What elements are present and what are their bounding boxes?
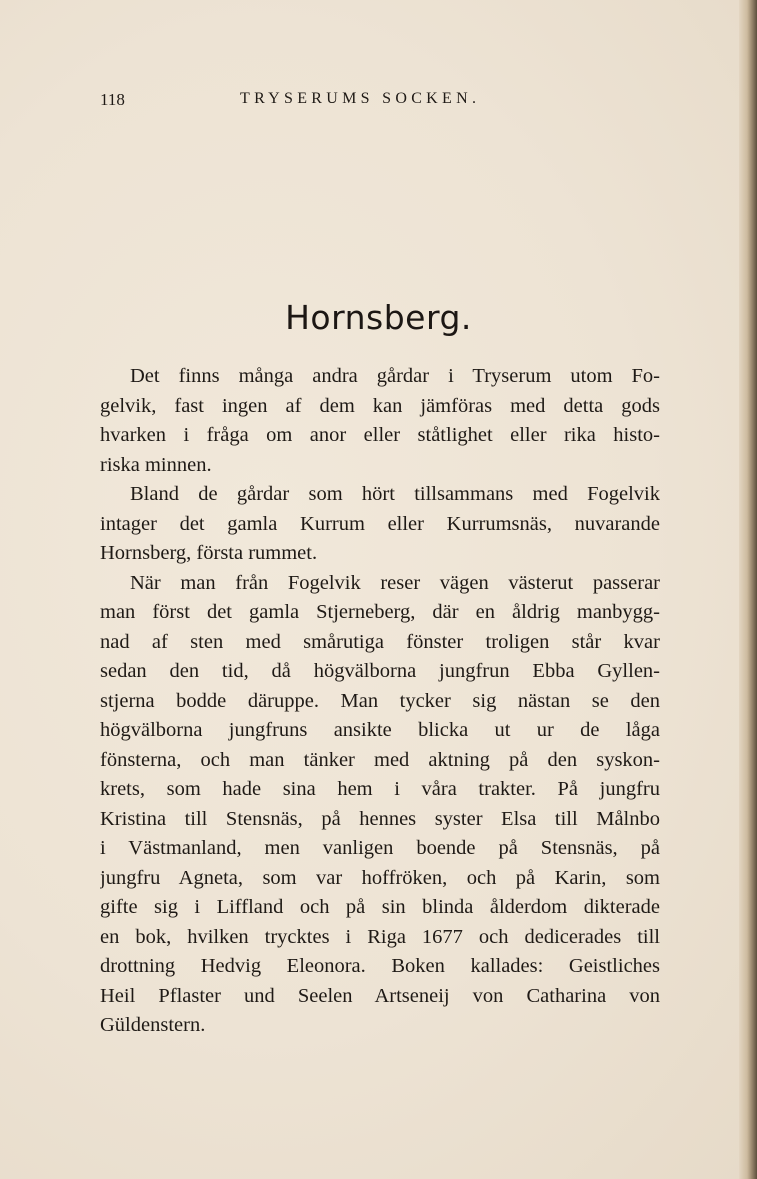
text-line: När man från Fogelvik reser vägen västerut passerar (130, 571, 660, 594)
text-line: i Västmanland, men vanligen boende på Stensnäs, på (100, 837, 660, 859)
text-line: en bok, hvilken trycktes i Riga 1677 och dedicerades till (100, 925, 660, 948)
text-line: riska minnen. (100, 453, 212, 476)
paragraph-1 (100, 362, 660, 480)
text-line: Det finns många andra gårdar i Tryserum utom Fo- (130, 365, 660, 387)
paragraph-2 (100, 480, 660, 569)
text-line: sedan den tid, då högvälborna jungfrun Ebba Gyllen- (100, 660, 660, 682)
text-line: hvarken i fråga om anor eller ståtlighet eller rika histo- (100, 424, 660, 446)
text-line: intager det gamla Kurrum eller Kurrumsnäs, nuvarande (100, 512, 660, 535)
text-line: Bland de gårdar som hört tillsammans med Fogelvik (130, 483, 660, 505)
page-header (100, 90, 660, 114)
text-line: Güldenstern. (100, 1014, 206, 1036)
text-line: fönsterna, och man tänker med aktning på den syskon- (100, 748, 660, 771)
section-title: Hornsberg. (285, 298, 472, 337)
page-edge-shadow (739, 0, 757, 1179)
text-line: högvälborna jungfruns ansikte blicka ut ur de låga (100, 719, 660, 741)
page-number: 118 (100, 90, 125, 109)
text-line: gelvik, fast ingen af dem kan jämföras med detta gods (100, 394, 660, 417)
text-line: krets, som hade sina hem i våra trakter. På jungfru (100, 778, 660, 800)
text-line: Kristina till Stensnäs, på hennes syster Elsa till Målnbo (100, 807, 660, 830)
text-line: nad af sten med smårutiga fönster troligen står kvar (100, 630, 660, 653)
running-head: TRYSERUMS SOCKEN. (240, 90, 481, 107)
text-line: gifte sig i Liffland och på sin blinda ålderdom dikterade (100, 896, 660, 918)
text-line: stjerna bodde däruppe. Man tycker sig nästan se den (100, 689, 660, 712)
paragraph-3 (100, 569, 660, 1041)
text-line: Hornsberg, första rummet. (100, 542, 318, 564)
text-line: Heil Pflaster und Seelen Artseneij von Catharina von (100, 984, 660, 1007)
text-line: jungfru Agneta, som var hoffröken, och på Karin, som (100, 866, 660, 889)
text-line: man först det gamla Stjerneberg, där en åldrig manbygg- (100, 601, 660, 623)
body-text (100, 362, 660, 1041)
text-line: drottning Hedvig Eleonora. Boken kallades: Geistliches (100, 955, 660, 977)
